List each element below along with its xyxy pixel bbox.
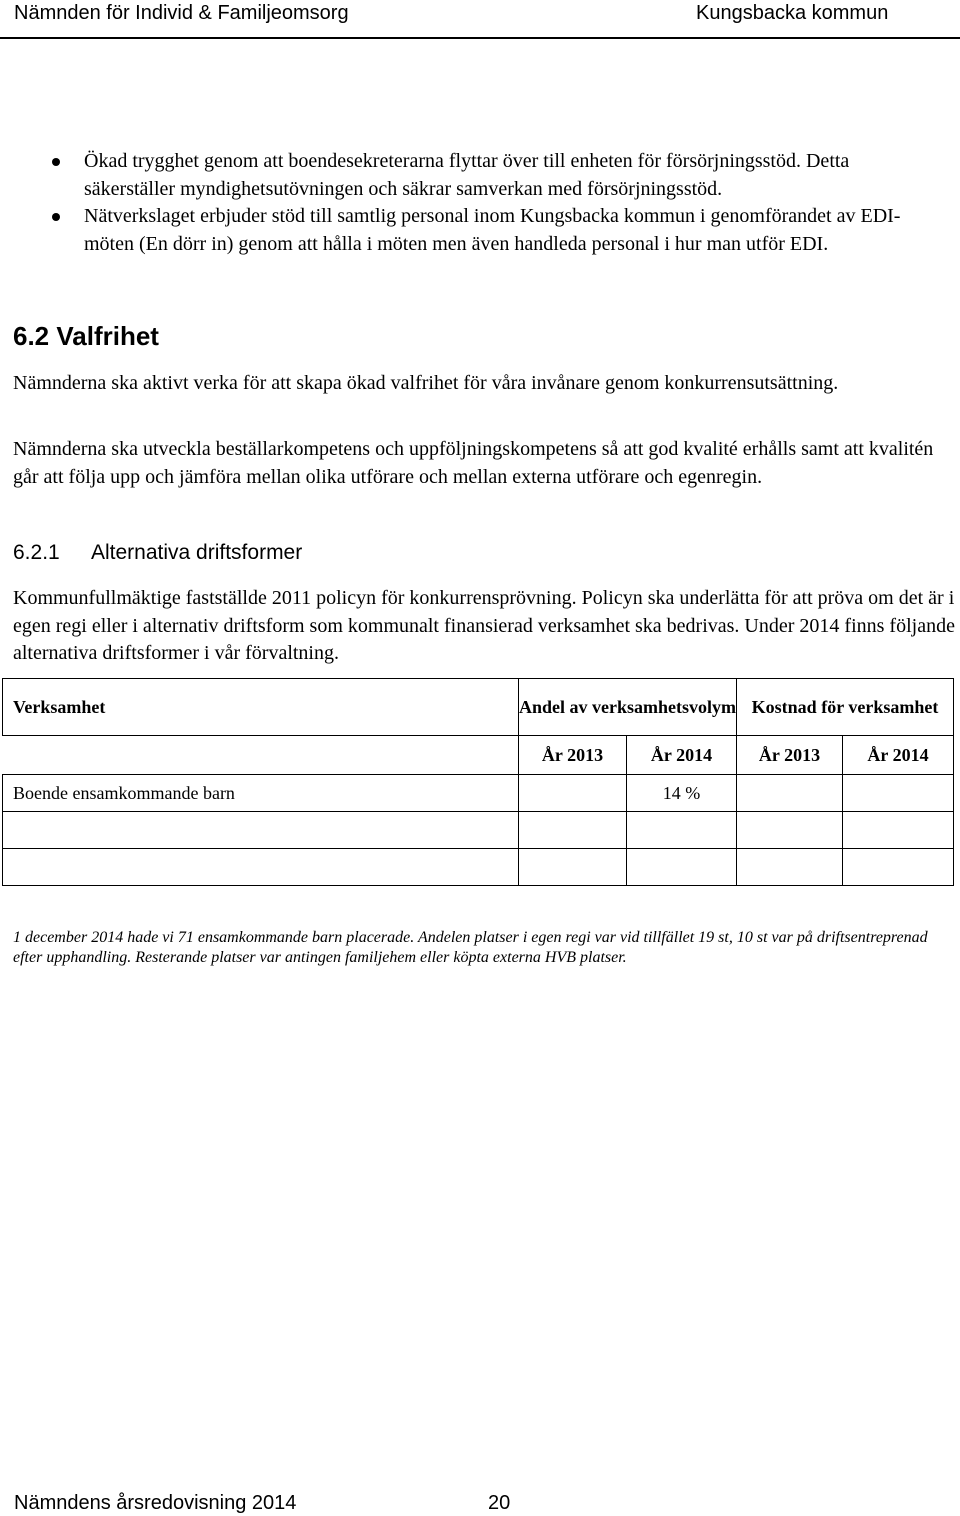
table-cell — [3, 812, 519, 849]
row-verksamhet: Boende ensamkommande barn — [3, 775, 519, 812]
table-cell — [3, 736, 519, 775]
table-note: 1 december 2014 hade vi 71 ensamkommande barn placerade. Andelen platser i egen regi var vid tillfället 19 st, 10 st var på driftsentreprenad efter upphandling. Resterande platser var antingen familjehem eller köpta externa HVB platser. — [13, 929, 928, 966]
bullet-text: Ökad trygghet genom att boendesekreterarna flyttar över till enheten för försörjningsstöd. Detta säkerställer myndighetsutövningen och säkrar samverkan med försörjningsstöd. — [84, 150, 850, 200]
section-heading: 6.2 Valfrihet — [13, 321, 159, 351]
subsection-title: Alternativa driftsformer — [91, 541, 303, 564]
row-andel-2013 — [519, 775, 627, 812]
table-cell — [519, 849, 627, 886]
table-cell — [3, 849, 519, 886]
list-item — [0, 203, 924, 258]
table-cell — [843, 812, 954, 849]
bullet-icon — [52, 158, 60, 166]
section-paragraph-1: Nämnderna ska aktivt verka för att skapa ökad valfrihet för våra invånare genom konkurrensutsättning. — [13, 372, 839, 394]
bullet-text: Nätverkslaget erbjuder stöd till samtlig personal inom Kungsbacka kommun i genomförandet av EDI-möten (En dörr in) genom att hålla i möten men även handleda personal i hur man utför EDI. — [84, 205, 901, 255]
table-header-row — [3, 679, 954, 736]
bullet-icon — [52, 213, 60, 221]
page-number: 20 — [488, 1492, 511, 1514]
row-andel-2014: 14 % — [627, 775, 737, 812]
table-row — [3, 775, 954, 812]
header-andel: Andel av verksamhetsvolym — [519, 679, 737, 736]
table-row — [3, 849, 954, 886]
year-cell: År 2014 — [627, 736, 737, 775]
table-cell — [519, 812, 627, 849]
table-year-row — [3, 736, 954, 775]
subsection-paragraph: Kommunfullmäktige fastställde 2011 policyn för konkurrensprövning. Policyn ska underlätta för att pröva om det är i egen regi eller i alternativ driftsform som kommunalt finansierad verksamhet ska bedrivas. Under 2014 finns följande alternativa driftsformer i vår förvaltning. — [13, 587, 955, 664]
bullet-list — [0, 148, 960, 258]
list-item — [0, 148, 924, 203]
row-kostnad-2014 — [843, 775, 954, 812]
header-left: Nämnden för Individ & Familjeomsorg — [14, 2, 349, 24]
table-cell — [737, 849, 843, 886]
header-verksamhet: Verksamhet — [3, 679, 519, 736]
header-divider — [0, 37, 960, 39]
year-cell: År 2014 — [843, 736, 954, 775]
year-cell: År 2013 — [519, 736, 627, 775]
table-cell — [627, 849, 737, 886]
table-cell — [627, 812, 737, 849]
table-cell — [737, 812, 843, 849]
header-kostnad: Kostnad för verksamhet — [737, 679, 954, 736]
header-right: Kungsbacka kommun — [696, 2, 889, 24]
section-paragraph-2: Nämnderna ska utveckla beställarkompetens och uppföljningskompetens så att god kvalité erhålls samt att kvalitén går att följa upp och jämföra mellan olika utförare och mellan externa utförare och egenregin. — [13, 438, 934, 488]
subsection-heading — [13, 541, 302, 565]
table-cell — [843, 849, 954, 886]
driftsformer-table — [2, 678, 954, 886]
table-row — [3, 812, 954, 849]
subsection-number: 6.2.1 — [13, 541, 60, 564]
footer-title: Nämndens årsredovisning 2014 — [14, 1492, 297, 1514]
year-cell: År 2013 — [737, 736, 843, 775]
row-kostnad-2013 — [737, 775, 843, 812]
